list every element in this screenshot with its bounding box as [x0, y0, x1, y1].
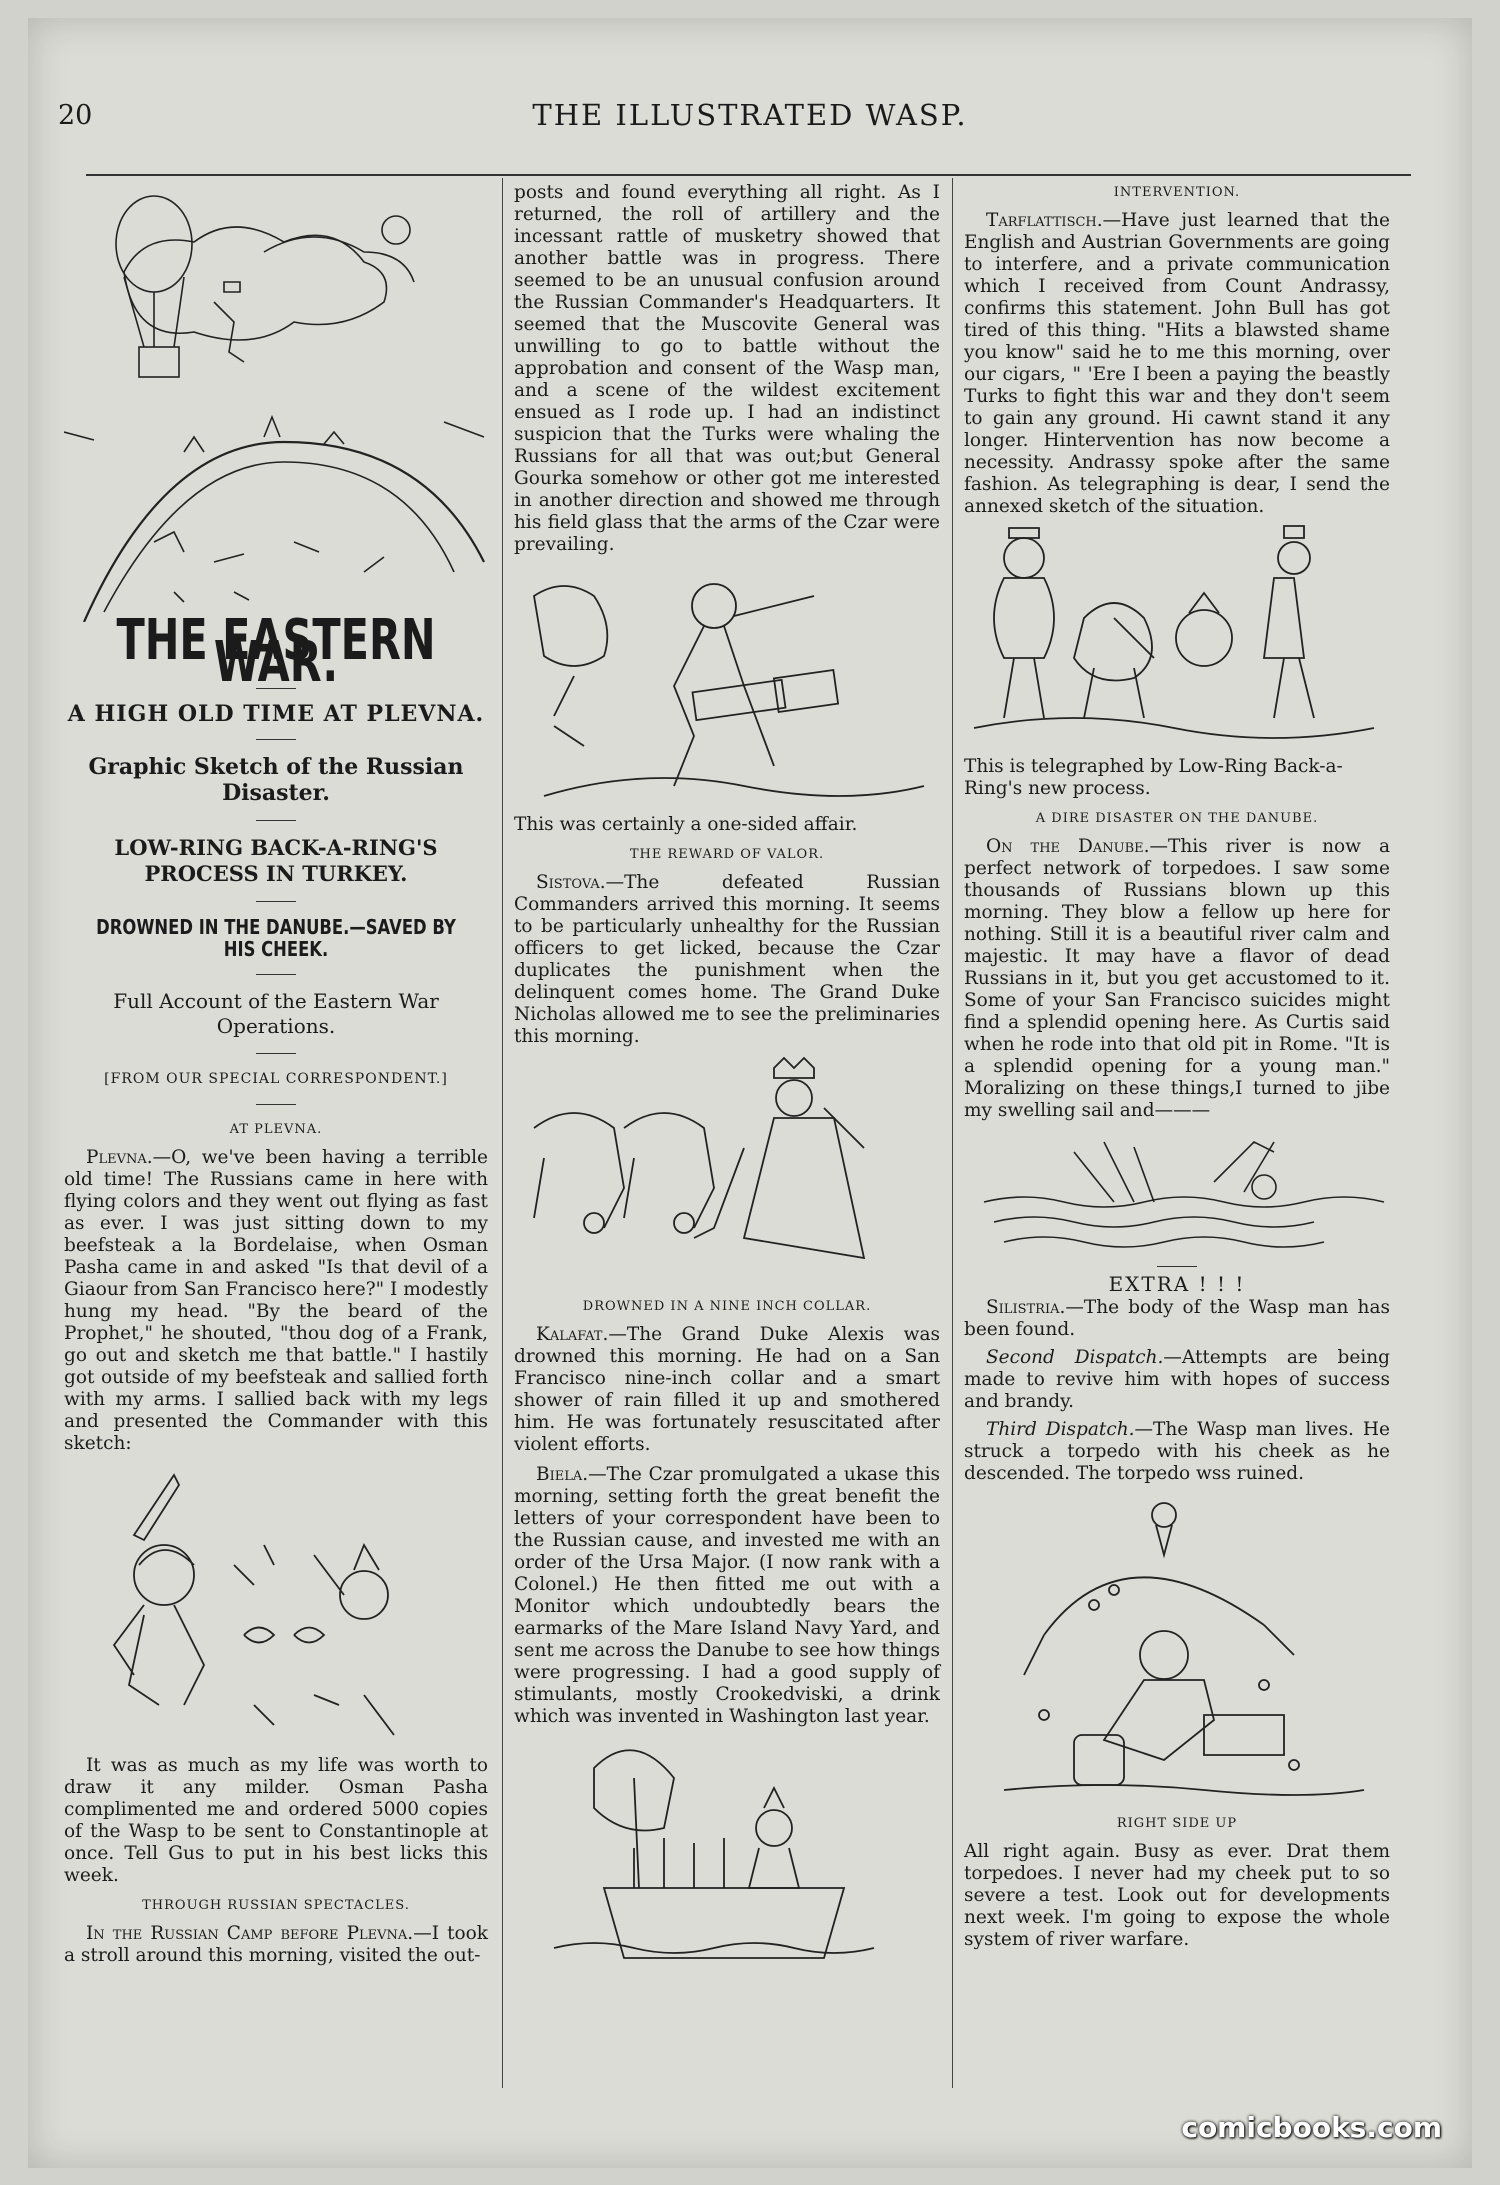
- divider: [256, 1053, 296, 1054]
- section-heading: A DIRE DISASTER ON THE DANUBE.: [1035, 811, 1319, 826]
- subhead-5: Full Account of the Eastern War Operations.: [113, 989, 439, 1038]
- paragraph-text: —O, we've been having a terrible old time! The Russians came in here with flying colors and they went out flying as fast as ever. I was just sitting down to my beefsteak a la Bordelaise, when Osman Pasha came in and asked "Is that devil of a Giaour from San Francisco here?" I modestly hung my head. "By the beard of the Prophet," he shouted, "thou dog of a Frank, go out and sketch me that battle." I hastily got outside of my beefsteak and sallied forth with my arms. I sallied back with my legs and presented the Commander with this sketch:: [64, 1147, 488, 1454]
- field-glass-illustration: [514, 556, 940, 806]
- paragraph-text: —The body of the Wasp man has been found.: [964, 1297, 1390, 1340]
- paragraph: [64, 1147, 488, 1455]
- column-1: [64, 182, 488, 1967]
- dateline: Kalafat.: [536, 1324, 609, 1345]
- drowning-illustration: [964, 1122, 1390, 1262]
- subhead-2: Graphic Sketch of the Russian Disaster.: [88, 754, 464, 806]
- column-3: [964, 182, 1390, 1951]
- intervention-illustration: [964, 518, 1390, 748]
- paragraph-text: —The Grand Duke Alexis was drowned this morning. He had on a San Francisco nine-inch collar and a smart shower of rain filled it up and smothered him. He was fortunately resuscitated after violent efforts.: [514, 1324, 940, 1455]
- dateline: Sistova.: [536, 872, 606, 893]
- paragraph: [514, 872, 940, 1048]
- czar-punishment-illustration: [514, 1048, 940, 1288]
- subhead-3: LOW-RING BACK-A-RING'S PROCESS IN TURKEY.: [114, 835, 438, 886]
- paragraph: [514, 1464, 940, 1728]
- subhead-1: A HIGH OLD TIME AT PLEVNA.: [67, 701, 485, 727]
- turk-cartoon-illustration: [64, 1455, 488, 1755]
- section-heading: THE REWARD OF VALOR.: [629, 847, 825, 862]
- magazine-title: THE ILLUSTRATED WASP.: [532, 98, 968, 132]
- column-rule-left: [502, 178, 503, 2088]
- paragraph: [964, 1297, 1390, 1341]
- divider: [1157, 1266, 1197, 1267]
- section-heading: RIGHT SIDE UP: [1116, 1816, 1238, 1831]
- divider: [256, 739, 296, 740]
- right-side-up-illustration: [964, 1485, 1390, 1805]
- page-number: 20: [58, 100, 93, 131]
- balloon-globe-illustration: [64, 182, 488, 622]
- tub-boat-illustration: [514, 1728, 940, 1968]
- divider: [256, 901, 296, 902]
- byline: [FROM OUR SPECIAL CORRESPONDENT.]: [104, 1071, 448, 1087]
- header-rule: [86, 174, 1411, 176]
- paragraph: [964, 210, 1390, 518]
- divider: [256, 1104, 296, 1105]
- section-heading: DROWNED IN A NINE INCH COLLAR.: [582, 1299, 872, 1314]
- dateline: Biela.: [536, 1464, 589, 1485]
- paragraph: [964, 1347, 1390, 1413]
- paragraph: [64, 1923, 488, 1967]
- subhead-4: DROWNED IN THE DANUBE.—SAVED BY HIS CHEEK.: [96, 915, 456, 961]
- paragraph: posts and found everything all right. As I returned, the roll of artillery and the incessant rattle of musketry showed that another battle was in progress. There seemed to be an unusual confusion around the Russian Commander's Headquarters. It seemed that the Muscovite General was unwilling to go to battle without the approbation and consent of the Wasp man, and a scene of the wildest excitement ensued as I rode up. I had an indistinct suspicion that the Turks were whaling the Russians for all that was out;but General Gourka somehow or other got me interested in another direction and showed me through his field glass that the arms of the Czar were prevailing.: [514, 182, 940, 555]
- paragraph-text: —The Wasp man lives. He struck a torpedo with his cheek as he descended. The torpedo wss ruined.: [964, 1419, 1390, 1484]
- dateline: Tarflattisch.: [986, 210, 1103, 231]
- paragraph: [964, 1419, 1390, 1485]
- column-rule-right: [952, 178, 953, 2088]
- column-2: [514, 182, 940, 1968]
- divider: [256, 974, 296, 975]
- section-heading: AT PLEVNA.: [229, 1122, 323, 1137]
- section-heading: INTERVENTION.: [1113, 185, 1241, 200]
- extra-heading: EXTRA ! ! !: [1108, 1272, 1246, 1296]
- section-heading: THROUGH RUSSIAN SPECTACLES.: [142, 1898, 410, 1913]
- paragraph-text: —The defeated Russian Commanders arrived this morning. It seems to be particularly unhealthy for the Russian officers to get licked, because the Czar duplicates the punishment when the delinquent comes home. The Grand Duke Nicholas allowed me to see the preliminaries this morning.: [514, 872, 940, 1047]
- paragraph: [964, 836, 1390, 1122]
- paragraph: All right again. Busy as ever. Drat them torpedoes. I never had my cheek put to so severe a test. Look out for developments next week. I'm going to expose the whole system of river warfare.: [964, 1841, 1390, 1950]
- dateline: In the Russian Camp before Plevna.: [86, 1923, 414, 1944]
- paragraph-text: —Have just learned that the English and Austrian Governments are going to interfere, and a private communication which I received from Count Andrassy, confirms this statement. John Bull has got tired of this thing. "Hits a blawsted shame you know" said he to me this morning, over our cigars, " 'Ere I been a paying the beastly Turks to fight this war and they don't seem to gain any ground. Hi cawnt stand it any longer. Hintervention has now become a necessity. Andrassy spoke after the same fashion. As telegraphing is dear, I send the annexed sketch of the situation.: [964, 210, 1390, 517]
- illustration-caption: This is telegraphed by Low-Ring Back-a-Ring's new process.: [964, 756, 1343, 799]
- dateline: Silistria.: [986, 1297, 1066, 1318]
- watermark: comicbooks.com: [1181, 2111, 1442, 2144]
- headline: THE EASTERN WAR.: [116, 608, 436, 695]
- illustration-caption: This was certainly a one-sided affair.: [514, 814, 858, 835]
- divider: [256, 820, 296, 821]
- paragraph-text: —Attempts are being made to revive him with hopes of success and brandy.: [964, 1347, 1390, 1412]
- paragraph: [514, 1324, 940, 1456]
- dateline: Second Dispatch.: [986, 1347, 1164, 1368]
- paragraph-text: —This river is now a perfect network of torpedoes. I saw some thousands of Russians blown up this morning. They blow a fellow up here for nothing. Still it is a beautiful river calm and majestic. It may have a flavor of dead Russians in it, but you get accustomed to it. Some of your San Francisco suicides might find a splendid opening here. As Curtis said when he rode into that old pit in Rome. "It is a splendid opening for a young man." Moralizing on these things,I turned to jibe my swelling sail and———: [964, 836, 1390, 1121]
- paragraph-text: —I took a stroll around this morning, visited the out-: [64, 1923, 489, 1966]
- dateline: Plevna.: [86, 1147, 153, 1168]
- dateline: Third Dispatch.: [986, 1419, 1135, 1440]
- paragraph: It was as much as my life was worth to draw it any milder. Osman Pasha complimented me and ordered 5000 copies of the Wasp to be sent to Constantinople at once. Tell Gus to put in his best licks this week.: [64, 1755, 488, 1886]
- dateline: On the Danube.: [986, 836, 1150, 857]
- magazine-page: [28, 18, 1472, 2168]
- paragraph-text: —The Czar promulgated a ukase this morning, setting forth the great benefit the letters of your correspondent have been to the Russian cause, and invested me with an order of the Ursa Major. (I now rank with a Colonel.) He then fitted me out with a Monitor which undoubtedly bears the earmarks of the Mare Island Navy Yard, and sent me across the Danube to see how things were progressing. I had a good supply of stimulants, mostly Crookedviski, a drink which was invented in Washington last year.: [514, 1464, 940, 1727]
